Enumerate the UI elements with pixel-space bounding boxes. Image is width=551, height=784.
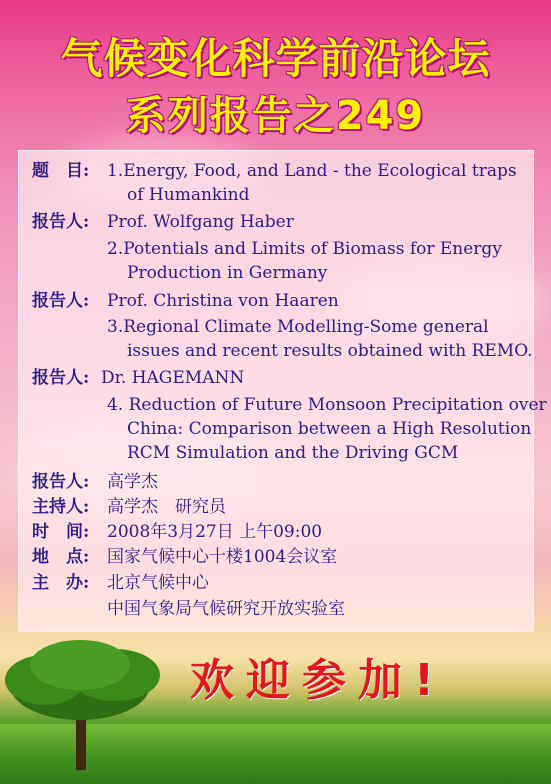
talk3-title-line1: 3.Regional Climate Modelling-Some general [107,317,489,337]
topic-label: 题 目: [32,161,90,181]
talk4-title-line1: 4. Reduction of Future Monsoon Precipitation over [107,395,547,415]
speaker-label: 报告人: [32,368,90,388]
talk4-title-line3: RCM Simulation and the Driving GCM [127,443,459,463]
event-place: 国家气候中心十楼1004会议室 [107,547,338,567]
organizer-label: 主 办: [32,573,90,593]
speaker-label: 报告人: [32,291,90,311]
talk3-title-line2: issues and recent results obtained with REMO. [127,341,533,361]
host-label: 主持人: [32,497,90,517]
speaker3-name: Dr. HAGEMANN [101,368,245,388]
speaker2-name: Prof. Christina von Haaren [107,291,339,311]
talk2-title-line2: Production in Germany [127,263,328,283]
talk1-title-line1: 1.Energy, Food, and Land - the Ecological traps [107,161,517,181]
speaker-label: 报告人: [32,472,90,492]
time-label: 时 间: [32,522,90,542]
series-subtitle: 系列报告之249 [125,93,426,139]
speaker1-name: Prof. Wolfgang Haber [107,212,294,232]
organizer1: 北京气候中心 [107,573,209,593]
talk4-title-line2: China: Comparison between a High Resolution [127,419,532,439]
event-time: 2008年3月27日 上午09:00 [107,522,323,542]
welcome-message: 欢迎参加! [190,655,447,706]
tree-illustration [0,630,170,784]
forum-title: 气候变化科学前沿论坛 [60,34,491,83]
talk1-title-line2: of Humankind [127,185,250,205]
talk2-title-line1: 2.Potentials and Limits of Biomass for Energy [107,239,502,259]
speaker-label: 报告人: [32,212,90,232]
host-name: 高学杰 研究员 [107,497,226,517]
speaker4-name: 高学杰 [107,472,158,492]
organizer2: 中国气象局气候研究开放实验室 [107,599,345,619]
place-label: 地 点: [32,547,90,567]
